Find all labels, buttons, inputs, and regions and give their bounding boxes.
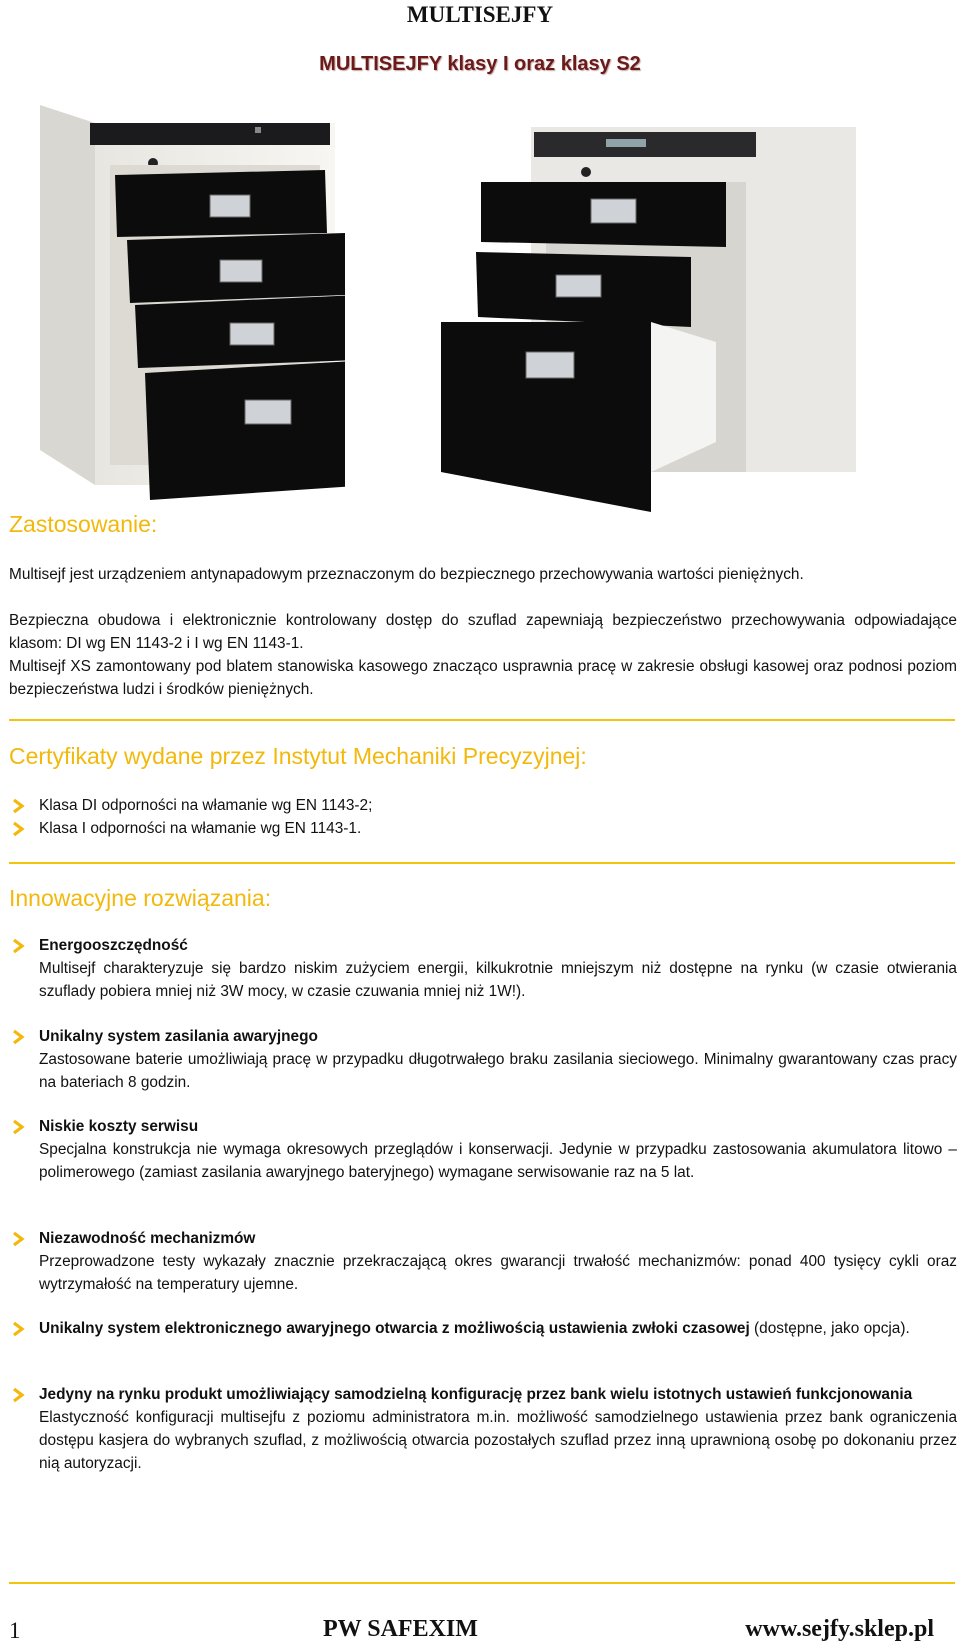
application-heading: Zastosowanie: <box>9 511 158 537</box>
feature-text: Elastyczność konfiguracji multisejfu z poziomu administratora m.in. możliwość samodzielnego ustawienia przez bank ograniczenia dostępu kasjera do wybranych szuflad, z możliwością otwarcia pozostałych szuflad przez inną uprawnioną osobę po dokonaniu przez nią autoryzacji. <box>39 1409 957 1472</box>
feature-title: Unikalny system zasilania awaryjnego <box>39 1028 318 1045</box>
chevron-right-icon <box>11 821 25 837</box>
feature-item <box>9 1025 957 1094</box>
feature-item <box>9 934 957 1003</box>
chevron-right-icon <box>11 938 25 954</box>
chevron-right-icon <box>11 798 25 814</box>
feature-text <box>39 1317 957 1340</box>
feature-text: Specjalna konstrukcja nie wymaga okresowych przeglądów i konserwacji. Jedynie w przypadku zastosowania akumulatora litowo – polimerowego (zamiast zasilania awaryjnego bateryjnego) wymagane serwisowanie raz na 5 lat. <box>39 1141 957 1181</box>
feature-title: Unikalny system elektronicznego awaryjnego otwarcia z możliwością ustawienia zwłoki czasowej <box>39 1320 750 1337</box>
safe-three-drawers-image <box>436 127 866 512</box>
feature-list <box>9 1317 957 1340</box>
feature-list <box>9 1227 957 1296</box>
page-subtitle: MULTISEJFY klasy I oraz klasy S2 <box>319 53 641 75</box>
application-paragraph-1: Multisejf jest urządzeniem antynapadowym przeznaczonym do bezpiecznego przechowywania wartości pieniężnych. <box>9 566 804 583</box>
feature-title-suffix: (dostępne, jako opcja). <box>749 1320 910 1337</box>
chevron-right-icon <box>11 1029 25 1045</box>
chevron-right-icon <box>11 1231 25 1247</box>
section-divider <box>9 719 955 721</box>
chevron-right-icon <box>11 1387 25 1403</box>
feature-text: Multisejf charakteryzuje się bardzo niskim zużyciem energii, kilkukrotnie mniejszym niż dostępne na rynku (w czasie otwierania szuflady pobiera mniej niż 3W mocy, w czasie czuwania mniej niż 1W!). <box>39 960 957 1000</box>
application-paragraph-3: Multisejf XS zamontowany pod blatem stanowiska kasowego znacząco usprawnia pracę w zakresie obsługi kasowej oraz podnosi poziom bezpieczeństwa ludzi i środków pieniężnych. <box>9 658 957 698</box>
feature-title: Energooszczędność <box>39 937 188 954</box>
chevron-right-icon <box>11 1119 25 1135</box>
innovations-heading: Innowacyjne rozwiązania: <box>9 885 272 911</box>
safe-four-drawers-image <box>35 105 345 500</box>
feature-list <box>9 1025 957 1094</box>
feature-item <box>9 1317 957 1340</box>
application-paragraph-2: Bezpieczna obudowa i elektronicznie kontrolowany dostęp do szuflad zapewniają bezpieczeństwo przechowywania odpowiadające klasom: DI wg EN 1143-2 i I wg EN 1143-1. <box>9 612 957 652</box>
feature-list <box>9 934 957 1003</box>
feature-item <box>9 1383 957 1475</box>
feature-list <box>9 1383 957 1475</box>
feature-text: Zastosowane baterie umożliwiają pracę w przypadku długotrwałego braku zasilania sieciowego. Minimalny gwarantowany czas pracy na bateriach 8 godzin. <box>39 1051 957 1091</box>
feature-item <box>9 1227 957 1296</box>
feature-title: Jedyny na rynku produkt umożliwiający samodzielną konfigurację przez bank wielu istotnych ustawień funkcjonowania <box>39 1386 913 1403</box>
feature-list <box>9 1115 957 1184</box>
feature-title: Niskie koszty serwisu <box>39 1118 199 1135</box>
footer-company: PW SAFEXIM <box>323 1616 478 1642</box>
page-number: 1 <box>9 1618 21 1643</box>
certificates-heading: Certyfikaty wydane przez Instytut Mechaniki Precyzyjnej: <box>9 743 587 769</box>
page-title: MULTISEJFY <box>406 2 554 27</box>
chevron-right-icon <box>11 1321 25 1337</box>
section-divider <box>9 862 955 864</box>
list-item: Klasa I odporności na włamanie wg EN 1143-1. <box>9 817 957 840</box>
feature-item <box>9 1115 957 1184</box>
list-item: Klasa DI odporności na włamanie wg EN 1143-2; <box>9 794 957 817</box>
feature-title: Niezawodność mechanizmów <box>39 1230 256 1247</box>
footer-divider <box>9 1582 955 1584</box>
certificates-list <box>9 794 957 840</box>
feature-text: Przeprowadzone testy wykazały znacznie przekraczającą okres gwarancji trwałość mechanizmów: ponad 400 tysięcy cykli oraz wytrzymałość na temperatury ujemne. <box>39 1253 957 1293</box>
footer-url[interactable]: www.sejfy.sklep.pl <box>745 1616 934 1642</box>
